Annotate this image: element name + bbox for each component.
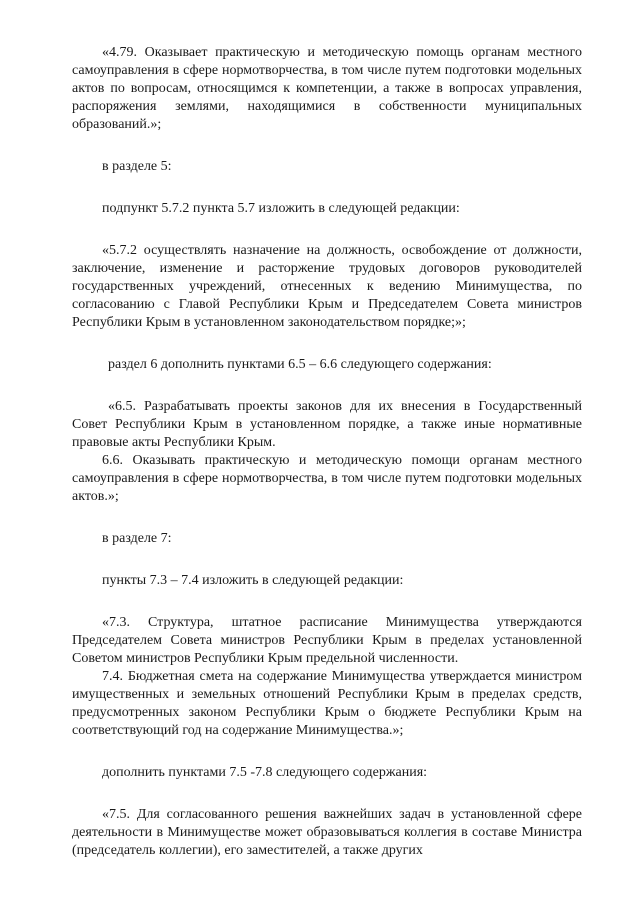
- paragraph-7-4: 7.4. Бюджетная смета на содержание Минимущества утверждается министром имущественных и земельных отношений Республики Крым в пределах средств, предусмотренных законом Республики Крым о бюджете Республики Крым на соответствующий год на содержание Минимущества.»;: [72, 669, 582, 738]
- paragraph-subclause-5-7-2-intro: подпункт 5.7.2 пункта 5.7 изложить в следующей редакции:: [102, 201, 460, 216]
- paragraph-4-79: «4.79. Оказывает практическую и методическую помощь органам местного самоуправления в сфере нормотворчества, в том числе путем подготовки модельных актов по вопросам, относящимся к компетенции, а также в вопросах управления, распоряжения землями, находящимися в собственности муниципальных образований.»;: [72, 45, 582, 132]
- paragraph-7-3: «7.3. Структура, штатное расписание Минимущества утверждаются Председателем Совета министров Республики Крым в пределах установленной Советом министров Республики Крым предельной численности.: [72, 615, 582, 666]
- paragraph-6-5: «6.5. Разрабатывать проекты законов для их внесения в Государственный Совет Республики Крым в установленном порядке, а также иные нормативные правовые акты Республики Крым.: [72, 399, 582, 450]
- document-page: [72, 44, 582, 860]
- paragraph-section-5: в разделе 5:: [102, 159, 172, 174]
- paragraph-7-5-7-8-intro: дополнить пунктами 7.5 -7.8 следующего содержания:: [102, 765, 428, 780]
- paragraph-7-5: «7.5. Для согласованного решения важнейших задач в установленной сфере деятельности в Минимуществе может образовываться коллегия в составе Министра (председатель коллегии), его заместителей, а также других: [72, 807, 582, 858]
- paragraph-5-7-2: «5.7.2 осуществлять назначение на должность, освобождение от должности, заключение, изменение и расторжение трудовых договоров руководителей государственных учреждений, отнесенных к ведению Минимущества, по согласованию с Главой Республики Крым и Председателем Совета министров Республики Крым в установленном законодательством порядке;»;: [72, 243, 582, 330]
- paragraph-section-6-intro: раздел 6 дополнить пунктами 6.5 – 6.6 следующего содержания:: [108, 357, 492, 372]
- paragraph-7-3-7-4-intro: пункты 7.3 – 7.4 изложить в следующей редакции:: [102, 573, 404, 588]
- paragraph-section-7: в разделе 7:: [102, 531, 172, 546]
- paragraph-6-6: 6.6. Оказывать практическую и методическую помощи органам местного самоуправления в сфере нормотворчества, в том числе путем подготовки модельных актов.»;: [72, 453, 582, 504]
